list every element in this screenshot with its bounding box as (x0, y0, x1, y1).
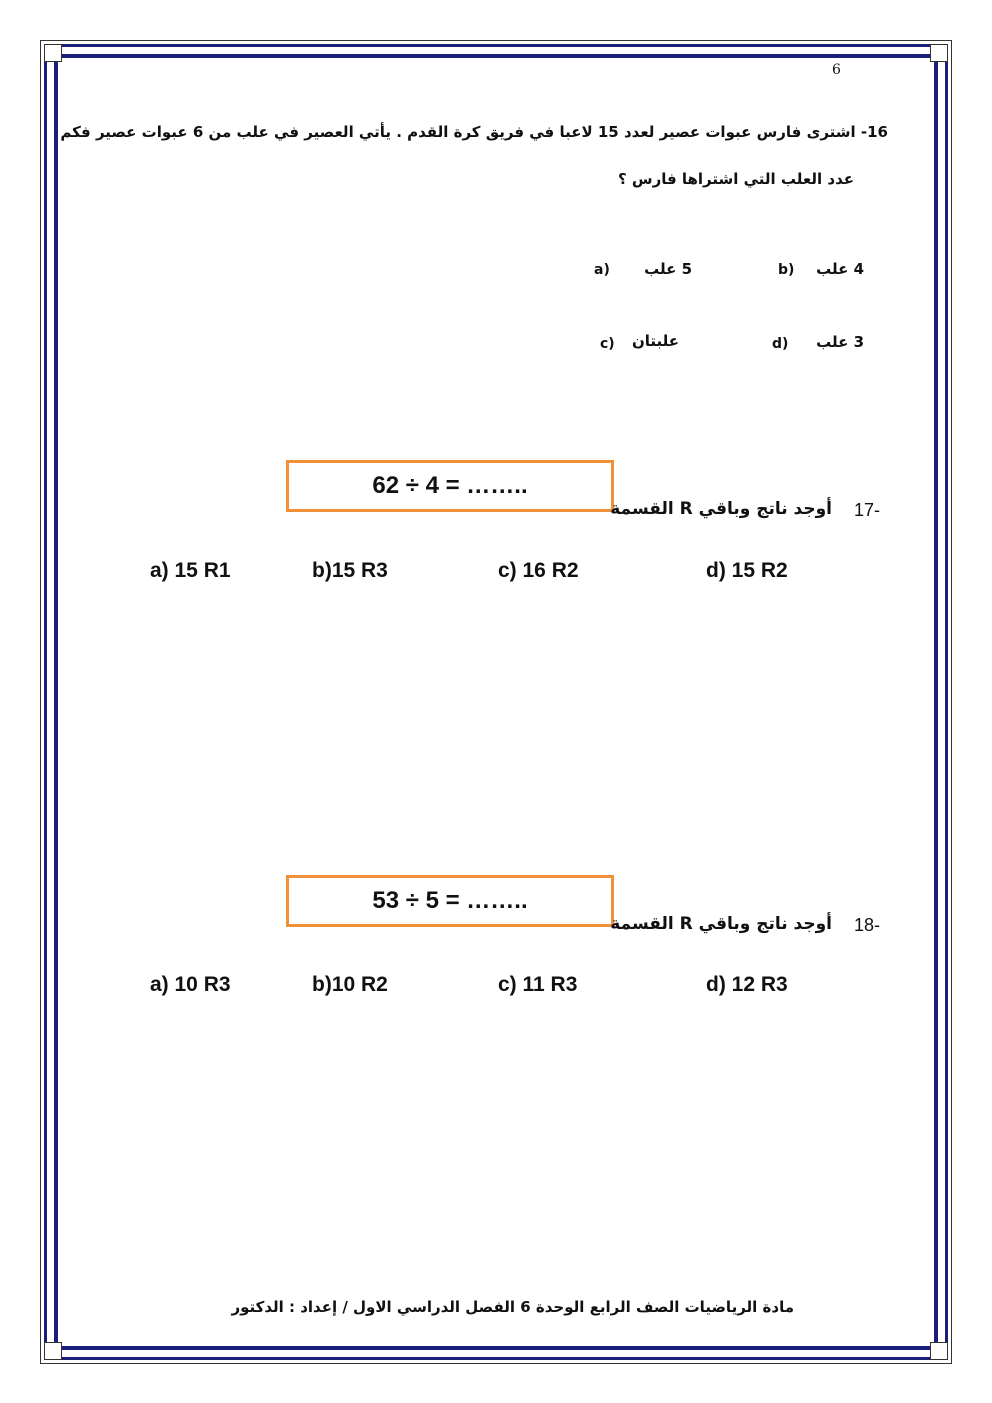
corner-ornament-bottom-left (44, 1342, 62, 1360)
q16-option-b-letter: b) (778, 262, 795, 278)
q16-option-c-letter: c) (600, 336, 615, 352)
q18-answer-c: c) 11 R3 (498, 973, 578, 996)
q18-equation-box (286, 875, 614, 927)
q16-option-c-text: علبتان (631, 332, 679, 350)
q16-text-line1: 16- اشترى فارس عبوات عصير لعدد 15 لاعبا في فريق كرة القدم . يأتي العصير في علب من 6 عبوات عصير فكم (60, 123, 888, 141)
q17-equation-box (286, 460, 614, 512)
q16-option-d-letter: d) (772, 336, 789, 352)
q16-option-d-text: 3 علب (816, 333, 864, 351)
q18-label: أوجد ناتج وباقي R القسمة (610, 914, 832, 934)
q17-answer-d: d) 15 R2 (706, 559, 788, 582)
q18-number: 18- (854, 915, 881, 935)
q17-answer-c: c) 16 R2 (498, 559, 579, 582)
corner-ornament-top-right (930, 44, 948, 62)
corner-ornament-top-left (44, 44, 62, 62)
page-border-inner (54, 54, 938, 1350)
q16-option-a-letter: a) (594, 262, 610, 278)
q17-answer-b: b)15 R3 (312, 559, 388, 582)
corner-ornament-bottom-right (930, 1342, 948, 1360)
page-number: 6 (832, 62, 841, 78)
q17-label: أوجد ناتج وباقي R القسمة (610, 499, 832, 519)
q17-answer-a: a) 15 R1 (150, 559, 231, 582)
page-footer: مادة الرياضيات الصف الرابع الوحدة 6 الفصل الدراسي الاول / إعداد : الدكتور (231, 1298, 794, 1316)
q18-answer-b: b)10 R2 (312, 973, 388, 996)
q16-option-b-text: 4 علب (816, 260, 864, 278)
q18-equation: 53 ÷ 5 = …….. (372, 887, 528, 914)
q17-number: 17- (854, 500, 881, 520)
q17-equation: 62 ÷ 4 = …….. (372, 472, 528, 499)
q18-answer-a: a) 10 R3 (150, 973, 231, 996)
q18-answer-d: d) 12 R3 (706, 973, 788, 996)
q16-option-a-text: 5 علب (644, 260, 692, 278)
q16-text-line2: عدد العلب التي اشتراها فارس ؟ (617, 170, 854, 188)
